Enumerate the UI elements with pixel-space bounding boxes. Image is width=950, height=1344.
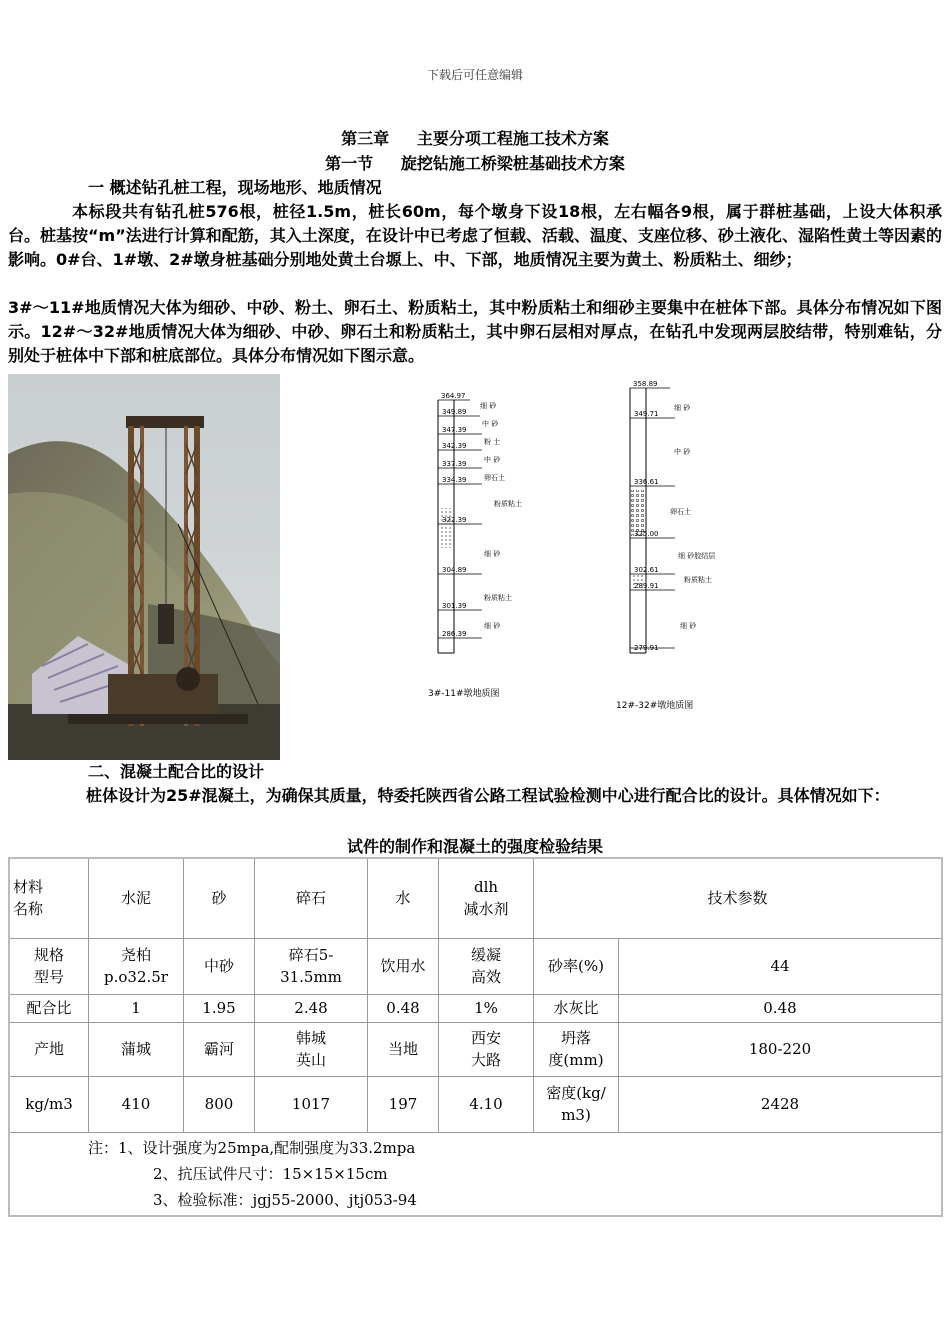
- table-cell: dlh 减水剂: [439, 858, 534, 938]
- table-cell: 尧柏 p.o32.5r: [89, 938, 184, 994]
- table-cell: 1%: [439, 994, 534, 1022]
- table-cell: 配合比: [9, 994, 89, 1022]
- left-caption: 3#-11#墩地质图: [428, 689, 500, 699]
- table-cell: 44: [619, 938, 943, 994]
- paragraph-concrete: 桩体设计为25#混凝土，为确保其质量，特委托陕西省公路工程试验检测中心进行配合比的设计。具体情况如下：: [86, 786, 890, 805]
- left-elev-10: 286.39: [442, 630, 467, 638]
- table-cell: 0.48: [619, 994, 943, 1022]
- table-cell: 密度(kg/ m3): [534, 1076, 619, 1132]
- table-row: [9, 1076, 942, 1132]
- left-layer-3: 粉 土: [484, 438, 501, 446]
- concrete-mix-table: [8, 857, 943, 1217]
- table-cell: 饮用水: [368, 938, 439, 994]
- right-elev-2: 349.71: [634, 410, 659, 418]
- left-elev-8: 304.89: [442, 566, 467, 574]
- table-cell: 韩城 英山: [255, 1022, 368, 1076]
- note-1: 注：1、设计强度为25mpa,配制强度为33.2mpa: [88, 1138, 416, 1157]
- table-cell: 水: [368, 858, 439, 938]
- table-cell: 霸河: [184, 1022, 255, 1076]
- table-row: [9, 994, 942, 1022]
- table-cell: 技术参数: [534, 858, 943, 938]
- table-cell: 1.95: [184, 994, 255, 1022]
- table-cell: 材料 名称: [9, 858, 89, 938]
- page-header: 下载后可任意编辑: [426, 68, 523, 82]
- table-cell: 产地: [9, 1022, 89, 1076]
- table-title: 试件的制作和混凝土的强度检验结果: [346, 837, 603, 856]
- left-elev-5: 337.39: [442, 460, 467, 468]
- right-layer-6: 细 砂: [680, 622, 697, 630]
- left-layer-7: 细 砂: [484, 550, 501, 558]
- left-layer-6: 粉质粘土: [494, 500, 522, 508]
- table-cell: 碎石: [255, 858, 368, 938]
- left-elev-9: 301.39: [442, 602, 467, 610]
- note-3: 3、检验标准：jgj55-2000、jtj053-94: [153, 1190, 417, 1209]
- table-cell: 1: [89, 994, 184, 1022]
- table-cell: 规格 型号: [9, 938, 89, 994]
- table-cell: 当地: [368, 1022, 439, 1076]
- table-row: [9, 938, 942, 994]
- paragraph-geology: 3#～11#地质情况大体为细砂、中砂、粉土、卵石土、粉质粘土，其中粉质粘土和细砂主要集中在桩体下部。具体分布情况如下图示。12#～32#地质情况大体为细砂、中砂、卵石土和粉质粘土，其中卵石层相对厚点，在钻孔中发现两层胶结带，特别难钻，分别处于桩体中下部和桩底部位。具体分布情况如下图示意。: [8, 298, 942, 365]
- left-layer-8: 粉质粘土: [484, 594, 512, 602]
- right-geology-column: [630, 388, 675, 653]
- left-elev-4: 342.39: [442, 442, 467, 450]
- left-elev-3: 347.39: [442, 426, 467, 434]
- right-layer-2: 中 砂: [674, 448, 691, 456]
- right-layer-5: 粉质粘土: [684, 576, 712, 584]
- right-elev-6: 289.91: [634, 582, 659, 590]
- table-cell: 410: [89, 1076, 184, 1132]
- table-cell: kg/m3: [9, 1076, 89, 1132]
- left-layer-5: 卵石土: [484, 474, 505, 482]
- table-cell: 砂: [184, 858, 255, 938]
- left-layer-4: 中 砂: [484, 456, 501, 464]
- table-cell: 180-220: [619, 1022, 943, 1076]
- table-cell: 碎石5- 31.5mm: [255, 938, 368, 994]
- table-cell: 西安 大路: [439, 1022, 534, 1076]
- left-elev-7: 322.39: [442, 516, 467, 524]
- table-cell: 缓凝 高效: [439, 938, 534, 994]
- heading-concrete: 二、混凝土配合比的设计: [88, 762, 265, 781]
- right-elev-4: 325.00: [634, 530, 659, 538]
- heading-overview: 一 概述钻孔桩工程，现场地形、地质情况: [88, 178, 382, 197]
- left-geology-column: [438, 400, 482, 653]
- right-elev-5: 302.61: [634, 566, 659, 574]
- right-layer-3: 卵石土: [670, 508, 691, 516]
- table-cell: 蒲城: [89, 1022, 184, 1076]
- right-elev-3: 336.61: [634, 478, 659, 486]
- paragraph-pile-overview: 本标段共有钻孔桩576根，桩径1.5m，桩长60m，每个墩身下设18根，左右幅各9根，属于群桩基础，上设大体积承台。桩基按“m”法进行计算和配筋，其入土深度，在设计中已考虑了恒载、活载、温度、支座位移、砂土液化、湿陷性黄土等因素的影响。0#台、1#墩、2#墩身桩基础分别地处黄土台塬上、中、下部，地质情况主要为黄土、粉质粘土、细纱；: [8, 202, 942, 269]
- table-cell: 水灰比: [534, 994, 619, 1022]
- table-cell: 0.48: [368, 994, 439, 1022]
- table-cell: 水泥: [89, 858, 184, 938]
- right-elev-7: 279.91: [634, 644, 659, 652]
- table-row: [9, 858, 942, 938]
- table-cell: 197: [368, 1076, 439, 1132]
- left-layer-1: 细 砂: [480, 402, 497, 410]
- left-layer-9: 细 砂: [484, 622, 501, 630]
- table-row: [9, 1022, 942, 1076]
- table-cell: 砂率(%): [534, 938, 619, 994]
- drilling-rig-photo: [8, 374, 280, 760]
- right-layer-1: 细 砂: [674, 404, 691, 412]
- chapter-title: 第三章 主要分项工程施工技术方案: [341, 129, 609, 148]
- right-layer-4: 细 砂胶结层: [678, 552, 716, 560]
- right-elev-1: 358.89: [633, 380, 658, 388]
- left-layer-2: 中 砂: [482, 420, 499, 428]
- table-notes: [9, 1132, 942, 1216]
- left-elev-1: 364.97: [441, 392, 466, 400]
- table-cell: 4.10: [439, 1076, 534, 1132]
- table-cell: 2428: [619, 1076, 943, 1132]
- table-cell: 1017: [255, 1076, 368, 1132]
- left-elev-6: 334.39: [442, 476, 467, 484]
- note-2: 2、抗压试件尺寸：15×15×15cm: [153, 1164, 388, 1183]
- table-cell: 中砂: [184, 938, 255, 994]
- section-title: 第一节 旋挖钻施工桥梁桩基础技术方案: [325, 154, 625, 173]
- table-cell: 800: [184, 1076, 255, 1132]
- table-row: [9, 1132, 942, 1216]
- table-cell: 2.48: [255, 994, 368, 1022]
- table-cell: 坍落 度(mm): [534, 1022, 619, 1076]
- geology-diagram: [420, 378, 720, 718]
- right-caption: 12#-32#墩地质图: [616, 701, 694, 711]
- left-elev-2: 349.89: [442, 408, 467, 416]
